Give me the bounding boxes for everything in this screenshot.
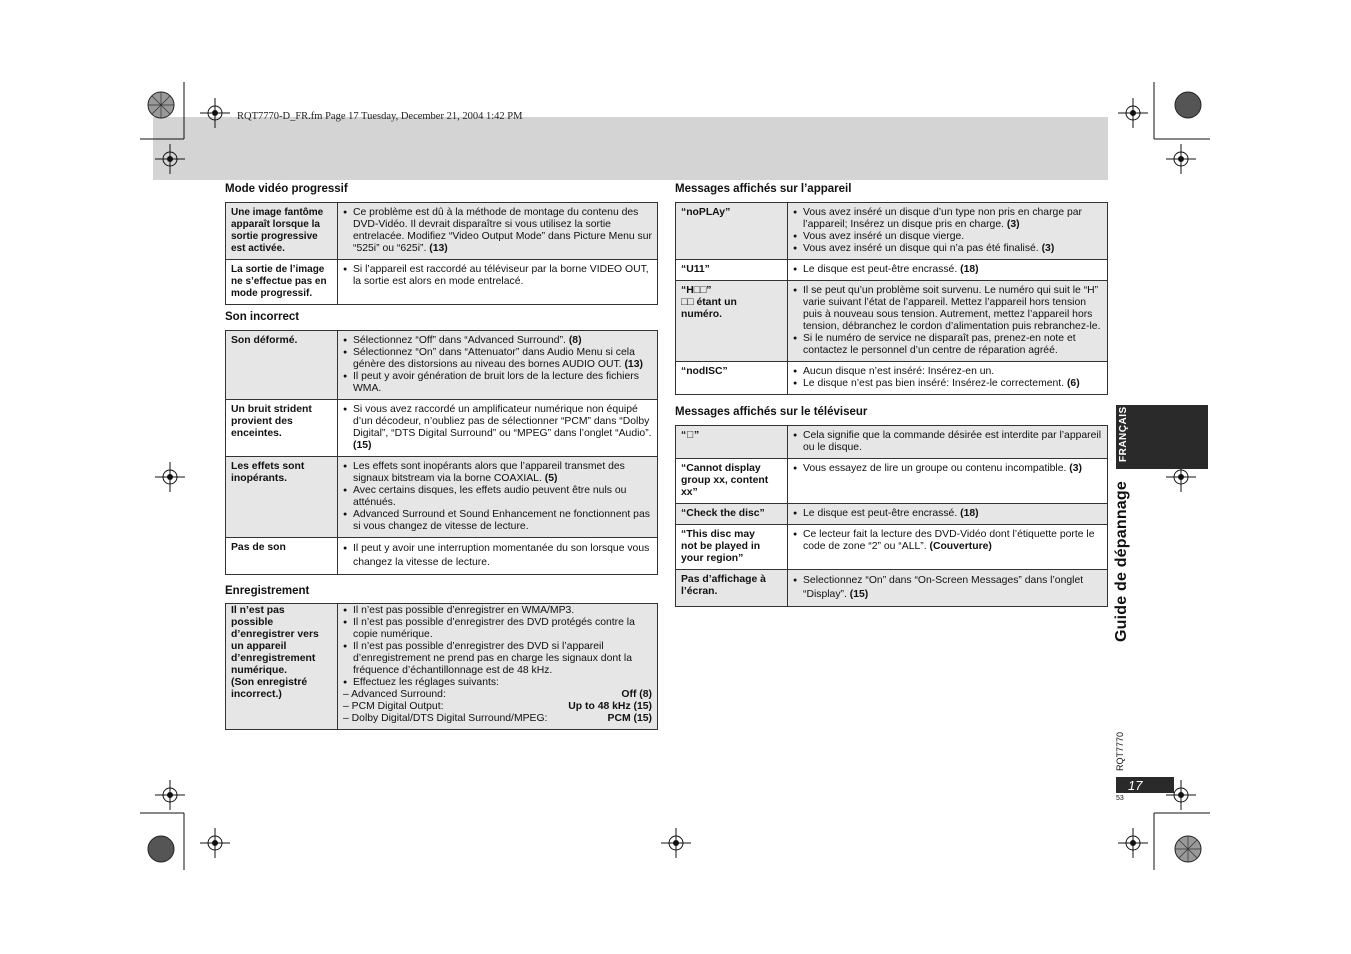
row-key: “This disc may not be played in your region” — [676, 525, 788, 570]
registration-target-icon — [155, 780, 185, 810]
row-key: Une image fantôme apparaît lorsque la sortie progressive est activée. — [226, 203, 338, 260]
row-value: ● Si l’appareil est raccordé au téléviseur par la borne VIDEO OUT, la sortie est alors en mode entrelacé. — [338, 260, 658, 305]
row-key: “Check the disc” — [676, 504, 788, 525]
table-row — [676, 203, 1108, 260]
setting-dolby-dts-mpeg: – Dolby Digital/DTS Digital Surround/MPEG: PCM (15) — [343, 713, 652, 724]
row-key: La sortie de l’image ne s’effectue pas en mode progressif. — [226, 260, 338, 305]
registration-target-icon — [661, 828, 691, 858]
section-title-sound: Son incorrect — [225, 311, 300, 323]
row-key: Un bruit strident provient des enceintes. — [226, 400, 338, 457]
color-wheel-icon — [1173, 834, 1203, 864]
color-wheel-icon — [146, 834, 176, 864]
page-number-box — [1116, 777, 1174, 793]
setting-pcm-output: – PCM Digital Output: Up to 48 kHz (15) — [343, 701, 652, 712]
table-row — [676, 459, 1108, 504]
model-code: RQT7770 — [1115, 731, 1125, 771]
registration-target-icon — [200, 98, 230, 128]
row-key: Il n’est pas possible d’enregistrer vers un appareil d’enregistrement numérique. (Son enregistré incorrect.) — [226, 604, 338, 730]
section-title-device: Messages affichés sur l’appareil — [675, 183, 852, 195]
row-value: ● Il peut y avoir une interruption momentanée du son lorsque vous changez la vitesse de lecture. — [338, 538, 658, 575]
row-key: Son déformé. — [226, 331, 338, 400]
table-sound — [225, 330, 658, 575]
table-row — [676, 504, 1108, 525]
section-title-tv: Messages affichés sur le téléviseur — [675, 406, 868, 418]
row-value: ● Il n’est pas possible d’enregistrer en WMA/MP3. ● Il n’est pas possible d’enregistrer des DVD protégés contre la copie numérique. ● Il n’est pas possible d’enregistrer des DVD si l’appareil d’enregistrement ne prend pas en charge les signaux dont la fréquence d’échantillonnage est de 48 kHz. ● Effectuez les réglages suivants: – Advanced Surround: Off (8) – PCM Digital Output: Up to 48 kHz (15) – Dolby Digital/DTS Digital Surround/MPEG: PCM (15) — [338, 604, 658, 730]
table-row — [676, 281, 1108, 362]
registration-target-icon — [1118, 98, 1148, 128]
small-page-number: 53 — [1116, 795, 1124, 802]
section-title-video: Mode vidéo progressif — [225, 183, 348, 195]
row-value: ● Le disque est peut-être encrassé. (18) — [788, 260, 1108, 281]
table-row — [676, 426, 1108, 459]
row-key: Pas d’affichage à l’écran. — [676, 570, 788, 607]
row-key: Pas de son — [226, 538, 338, 575]
setting-advanced-surround: – Advanced Surround: Off (8) — [343, 689, 652, 700]
table-video — [225, 202, 658, 305]
table-record — [225, 603, 658, 730]
row-value: ● Vous avez inséré un disque d’un type non pris en charge par l’appareil; Insérez un disque pris en charge. (3) ● Vous avez inséré un disque vierge. ● Vous avez inséré un disque qui n’a pas été finalisé. (3) — [788, 203, 1108, 260]
table-row — [226, 604, 658, 730]
table-row — [226, 457, 658, 538]
color-wheel-icon — [146, 90, 176, 120]
registration-target-icon — [200, 828, 230, 858]
table-row — [226, 400, 658, 457]
table-row — [226, 260, 658, 305]
table-row — [676, 260, 1108, 281]
row-value: ● Sélectionnez “Off” dans “Advanced Surround”. (8) ● Sélectionnez “On” dans “Attenuator” dans Audio Menu si cela génère des distorsions au niveau des bornes AUDIO OUT. (13) ● Il peut y avoir génération de bruit lors de la lecture des fichiers WMA. — [338, 331, 658, 400]
language-tab — [1116, 405, 1208, 469]
page-number: 17 — [1128, 778, 1143, 793]
table-device — [675, 202, 1108, 395]
table-row — [226, 203, 658, 260]
color-wheel-icon — [1173, 90, 1203, 120]
row-key: “⃠” — [676, 426, 788, 459]
row-value: ● Il se peut qu’un problème soit survenu. Le numéro qui suit le “H” varie suivant l’état de l’appareil. Mettez l’appareil hors tension puis à nouveau sous tension. Autrement, mettez l’appareil hors tension, débranchez le cordon d’alimentation puis rebranchez-le. ● Si le numéro de service ne disparaît pas, prenez-en note et contactez le personnel d’un centre de réparation agréé. — [788, 281, 1108, 362]
row-value: ● Vous essayez de lire un groupe ou contenu incompatible. (3) — [788, 459, 1108, 504]
row-value: ● Selectionnez “On” dans “On-Screen Messages” dans l’onglet “Display”. (15) — [788, 570, 1108, 607]
row-value: ● Aucun disque n’est inséré: Insérez-en un. ● Le disque n’est pas bien inséré: Insérez-le correctement. (6) — [788, 362, 1108, 395]
registration-target-icon — [1118, 828, 1148, 858]
row-key: “nodISC” — [676, 362, 788, 395]
table-row — [226, 331, 658, 400]
row-key: Les effets sont inopérants. — [226, 457, 338, 538]
table-row — [676, 570, 1108, 607]
row-value: ● Ce lecteur fait la lecture des DVD-Vidéo dont l’étiquette porte le code de zone “2” ou “ALL”. (Couverture) — [788, 525, 1108, 570]
registration-target-icon — [155, 462, 185, 492]
row-value: ● Ce problème est dû à la méthode de montage du contenu des DVD-Vidéo. Il devrait disparaître si vous utilisez la sortie entrelacée. Modifiez “Video Output Mode” dans Picture Menu sur “525i” ou “625i”. (13) — [338, 203, 658, 260]
registration-target-icon — [1166, 144, 1196, 174]
row-key: “U11” — [676, 260, 788, 281]
registration-target-icon — [155, 144, 185, 174]
row-value: ● Si vous avez raccordé un amplificateur numérique non équipé d’un décodeur, n’oubliez pas de sélectionner “PCM” dans “Dolby Digital”, “DTS Digital Surround” ou “MPEG” dans l’onglet “Audio”. (15) — [338, 400, 658, 457]
row-key: “H□□” □□ étant un numéro. — [676, 281, 788, 362]
table-row — [676, 362, 1108, 395]
row-key: “noPLAy” — [676, 203, 788, 260]
table-tv — [675, 425, 1108, 607]
chapter-title: Guide de dépannage — [1113, 481, 1130, 642]
row-value: ● Les effets sont inopérants alors que l’appareil transmet des signaux bitstream via la borne COAXIAL. (5) ● Avec certains disques, les effets audio peuvent être nuls ou atténués. ● Advanced Surround et Sound Enhancement ne fonctionnent pas si vous changez de vitesse de lecture. — [338, 457, 658, 538]
language-tab-label: FRANÇAIS — [1118, 406, 1129, 462]
table-row — [676, 525, 1108, 570]
file-info: RQT7770-D_FR.fm Page 17 Tuesday, December 21, 2004 1:42 PM — [237, 111, 523, 122]
row-value: ● Le disque est peut-être encrassé. (18) — [788, 504, 1108, 525]
row-key: “Cannot display group xx, content xx” — [676, 459, 788, 504]
row-value: ● Cela signifie que la commande désirée est interdite par l’appareil ou le disque. — [788, 426, 1108, 459]
section-title-record: Enregistrement — [225, 585, 310, 597]
table-row — [226, 538, 658, 575]
